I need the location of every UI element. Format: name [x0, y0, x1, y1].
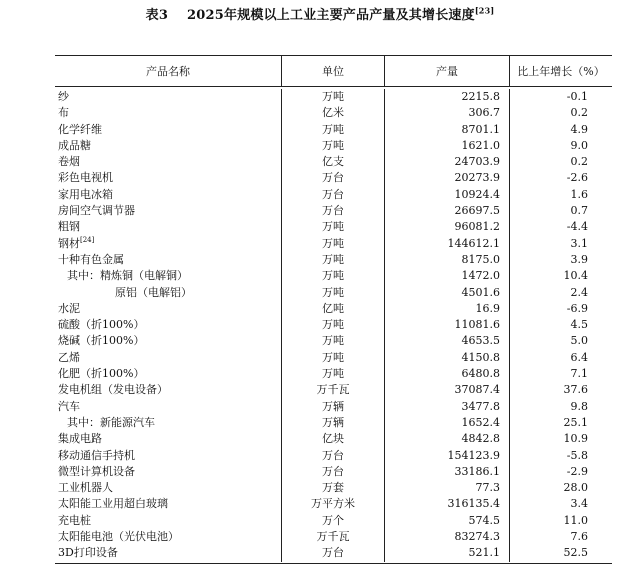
output-cell: [384, 138, 509, 154]
table-row: [55, 366, 612, 382]
unit-cell-text: 万吨: [322, 318, 344, 332]
unit-cell-text: 万吨: [322, 252, 344, 266]
growth-cell: [509, 89, 612, 105]
product-name-cell-text: 水泥: [58, 301, 80, 315]
growth-cell: [509, 382, 612, 398]
product-name-cell: [55, 333, 281, 349]
product-name-cell: [55, 105, 281, 121]
unit-cell: [281, 301, 384, 317]
table-row: [55, 545, 612, 561]
growth-cell: [509, 399, 612, 415]
growth-cell-text: -2.9: [566, 464, 588, 478]
growth-cell-text: 9.8: [570, 399, 588, 413]
product-name-cell: [55, 431, 281, 447]
unit-cell: [281, 529, 384, 545]
growth-cell-text: -4.4: [566, 220, 588, 234]
growth-cell-text: 52.5: [563, 546, 588, 560]
table-row: [55, 89, 612, 105]
product-name-cell-text: 烧碱（折100%）: [58, 334, 145, 348]
growth-cell: [509, 301, 612, 317]
output-cell-text: 1652.4: [461, 415, 500, 429]
unit-cell-text: 万吨: [322, 367, 344, 381]
unit-cell-text: 万套: [322, 481, 344, 495]
table-title-text: 2025年规模以上工业主要产品产量及其增长速度: [187, 8, 475, 23]
product-name-cell-text: 太阳能电池（光伏电池）: [58, 530, 179, 544]
output-cell-text: 11081.6: [454, 318, 500, 332]
output-cell-text: 37087.4: [454, 383, 500, 397]
output-cell: [384, 333, 509, 349]
growth-cell-text: 6.4: [570, 350, 588, 364]
output-cell-text: 4653.5: [461, 334, 500, 348]
unit-cell: [281, 170, 384, 186]
growth-cell: [509, 219, 612, 235]
unit-cell: [281, 203, 384, 219]
product-name-cell-text: 其中：新能源汽车: [67, 415, 155, 429]
growth-cell: [509, 480, 612, 496]
product-name-cell: [55, 89, 281, 105]
unit-cell-text: 万平方米: [311, 497, 355, 511]
output-cell-text: 83274.3: [454, 530, 500, 544]
unit-cell-text: 万个: [322, 513, 344, 527]
growth-cell: [509, 236, 612, 252]
unit-cell-text: 亿米: [322, 106, 344, 120]
output-cell: [384, 219, 509, 235]
output-cell-text: 8701.1: [461, 122, 500, 136]
unit-cell-text: 万吨: [322, 334, 344, 348]
unit-cell-text: 万辆: [322, 415, 344, 429]
product-name-cell: [55, 252, 281, 268]
output-cell: [384, 301, 509, 317]
output-cell: [384, 529, 509, 545]
output-cell-text: 6480.8: [461, 367, 500, 381]
output-cell-text: 1621.0: [461, 138, 500, 152]
table-row: [55, 154, 612, 170]
output-cell: [384, 464, 509, 480]
unit-cell: [281, 236, 384, 252]
table-row: [55, 105, 612, 121]
output-cell: [384, 170, 509, 186]
growth-cell-text: -5.8: [566, 448, 588, 462]
unit-cell: [281, 187, 384, 203]
table-row: [55, 187, 612, 203]
unit-cell: [281, 480, 384, 496]
product-name-cell: [55, 496, 281, 512]
growth-cell-text: 9.0: [570, 138, 588, 152]
growth-cell: [509, 122, 612, 138]
growth-cell: [509, 154, 612, 170]
table-row: [55, 236, 612, 252]
table-row: [55, 252, 612, 268]
production-table: [55, 55, 612, 564]
output-cell: [384, 415, 509, 431]
table-row: [55, 399, 612, 415]
table-row: [55, 350, 612, 366]
growth-cell-text: -6.9: [566, 301, 588, 315]
growth-cell-text: 2.4: [570, 285, 588, 299]
table-row: [55, 170, 612, 186]
output-cell: [384, 236, 509, 252]
unit-cell-text: 万吨: [322, 350, 344, 364]
growth-cell-text: 28.0: [563, 481, 588, 495]
unit-cell: [281, 431, 384, 447]
product-name-cell: [55, 464, 281, 480]
product-name-cell: [55, 122, 281, 138]
row-footnote: [24]: [80, 235, 95, 244]
product-name-cell-text: 原铝（电解铝）: [115, 285, 192, 299]
unit-cell-text: 万吨: [322, 220, 344, 234]
growth-cell: [509, 252, 612, 268]
table-row: [55, 268, 612, 284]
table-row: [55, 333, 612, 349]
growth-cell: [509, 415, 612, 431]
output-cell: [384, 431, 509, 447]
table-row: [55, 480, 612, 496]
output-cell: [384, 496, 509, 512]
product-name-cell-text: 集成电路: [58, 432, 102, 446]
unit-cell: [281, 154, 384, 170]
growth-cell-text: 0.7: [570, 204, 588, 218]
output-cell-text: 316135.4: [447, 497, 500, 511]
product-name-cell: [55, 350, 281, 366]
output-cell: [384, 105, 509, 121]
product-name-cell: [55, 415, 281, 431]
growth-cell-text: 3.1: [570, 236, 588, 250]
output-cell: [384, 317, 509, 333]
output-cell-text: 4501.6: [461, 285, 500, 299]
product-name-cell-text: 钢材: [58, 236, 80, 250]
growth-cell: [509, 464, 612, 480]
product-name-cell-text: 化肥（折100%）: [58, 367, 145, 381]
growth-cell: [509, 138, 612, 154]
product-name-cell-text: 粗钢: [58, 220, 80, 234]
product-name-cell: [55, 285, 281, 301]
output-cell-text: 77.3: [475, 481, 500, 495]
title-footnote: [23]: [474, 5, 495, 16]
output-cell: [384, 350, 509, 366]
output-cell-text: 306.7: [468, 106, 500, 120]
growth-cell-text: 7.6: [570, 530, 588, 544]
output-cell-text: 3477.8: [461, 399, 500, 413]
table-row: [55, 203, 612, 219]
output-cell-text: 26697.5: [454, 204, 500, 218]
product-name-cell: [55, 138, 281, 154]
output-cell: [384, 366, 509, 382]
output-cell-text: 20273.9: [454, 171, 500, 185]
growth-cell-text: 0.2: [570, 155, 588, 169]
product-name-cell-text: 彩色电视机: [58, 171, 113, 185]
growth-cell: [509, 496, 612, 512]
output-cell-text: 4842.8: [461, 432, 500, 446]
table-row: [55, 513, 612, 529]
unit-cell: [281, 382, 384, 398]
output-cell-text: 16.9: [475, 301, 500, 315]
unit-cell-text: 亿吨: [322, 301, 344, 315]
unit-cell-text: 万台: [322, 448, 344, 462]
product-name-cell-text: 硫酸（折100%）: [58, 318, 145, 332]
unit-cell: [281, 496, 384, 512]
unit-cell: [281, 219, 384, 235]
unit-cell: [281, 399, 384, 415]
growth-cell: [509, 448, 612, 464]
unit-cell: [281, 285, 384, 301]
product-name-cell-text: 汽车: [58, 399, 80, 413]
product-name-cell: [55, 203, 281, 219]
output-cell-text: 144612.1: [447, 236, 500, 250]
unit-cell-text: 万吨: [322, 236, 344, 250]
growth-cell-text: 7.1: [570, 367, 588, 381]
growth-cell: [509, 170, 612, 186]
output-cell-text: 8175.0: [461, 252, 500, 266]
unit-cell-text: 万台: [322, 187, 344, 201]
output-cell: [384, 203, 509, 219]
unit-cell-text: 万吨: [322, 122, 344, 136]
output-cell-text: 96081.2: [454, 220, 500, 234]
table-row: [55, 529, 612, 545]
unit-cell: [281, 252, 384, 268]
growth-cell-text: 25.1: [563, 415, 588, 429]
unit-cell-text: 万吨: [322, 285, 344, 299]
unit-cell: [281, 448, 384, 464]
output-cell-text: 574.5: [468, 513, 500, 527]
product-name-cell-text: 发电机组（发电设备）: [58, 383, 168, 397]
table-row: [55, 431, 612, 447]
product-name-cell-text: 纱: [58, 90, 69, 103]
growth-cell-text: 11.0: [563, 513, 588, 527]
product-name-cell: [55, 268, 281, 284]
product-name-cell: [55, 399, 281, 415]
table-row: [55, 496, 612, 512]
table-row: [55, 219, 612, 235]
product-name-cell: [55, 448, 281, 464]
product-name-cell: [55, 301, 281, 317]
header-product-name: 产品名称: [146, 65, 190, 78]
growth-cell-text: 3.9: [570, 252, 588, 266]
unit-cell-text: 万吨: [322, 138, 344, 152]
unit-cell-text: 亿块: [322, 432, 344, 446]
unit-cell-text: 万千瓦: [316, 530, 350, 544]
growth-cell-text: 37.6: [563, 383, 588, 397]
growth-cell: [509, 105, 612, 121]
product-name-cell: [55, 219, 281, 235]
product-name-cell: [55, 513, 281, 529]
product-name-cell-text: 化学纤维: [58, 122, 102, 136]
growth-cell: [509, 187, 612, 203]
unit-cell: [281, 317, 384, 333]
growth-cell: [509, 333, 612, 349]
growth-cell-text: -2.6: [566, 171, 588, 185]
growth-cell-text: 3.4: [570, 497, 588, 511]
table-body: [55, 89, 612, 563]
output-cell-text: 4150.8: [461, 350, 500, 364]
output-cell: [384, 122, 509, 138]
output-cell: [384, 154, 509, 170]
product-name-cell: [55, 236, 281, 252]
product-name-cell-text: 十种有色金属: [58, 252, 124, 266]
growth-cell: [509, 203, 612, 219]
table-header: [55, 56, 612, 87]
table-row: [55, 138, 612, 154]
growth-cell: [509, 285, 612, 301]
unit-cell-text: 万台: [322, 204, 344, 218]
unit-cell-text: 亿支: [322, 155, 344, 169]
table-row: [55, 415, 612, 431]
product-name-cell-text: 移动通信手持机: [58, 448, 135, 462]
header-output: 产量: [384, 56, 509, 86]
growth-cell-text: 10.9: [563, 432, 588, 446]
product-name-cell-text: 布: [58, 106, 69, 120]
output-cell: [384, 285, 509, 301]
growth-cell: [509, 513, 612, 529]
product-name-cell-text: 3D打印设备: [58, 546, 118, 560]
output-cell: [384, 513, 509, 529]
product-name-cell: [55, 529, 281, 545]
output-cell: [384, 89, 509, 105]
product-name-cell-text: 太阳能工业用超白玻璃: [58, 497, 168, 511]
unit-cell: [281, 545, 384, 561]
product-name-cell: [55, 366, 281, 382]
unit-cell: [281, 89, 384, 105]
output-cell-text: 154123.9: [447, 448, 500, 462]
product-name-cell-text: 其中：精炼铜（电解铜）: [67, 269, 188, 283]
table-number: 表3: [145, 8, 169, 23]
header-unit: 单位: [281, 56, 384, 86]
output-cell-text: 24703.9: [454, 155, 500, 169]
table-row: [55, 122, 612, 138]
output-cell-text: 2215.8: [461, 90, 500, 103]
product-name-cell: [55, 545, 281, 561]
growth-cell: [509, 366, 612, 382]
unit-cell-text: 万台: [322, 464, 344, 478]
output-cell: [384, 448, 509, 464]
output-cell-text: 521.1: [468, 546, 500, 560]
product-name-cell: [55, 480, 281, 496]
product-name-cell-text: 充电桩: [58, 513, 91, 527]
product-name-cell-text: 微型计算机设备: [58, 464, 135, 478]
output-cell: [384, 252, 509, 268]
growth-cell: [509, 545, 612, 561]
output-cell-text: 1472.0: [461, 269, 500, 283]
growth-cell-text: 4.5: [570, 318, 588, 332]
table-row: [55, 285, 612, 301]
output-cell-text: 33186.1: [454, 464, 500, 478]
unit-cell: [281, 513, 384, 529]
output-cell-text: 10924.4: [454, 187, 500, 201]
growth-cell-text: -0.1: [566, 90, 588, 103]
growth-cell: [509, 350, 612, 366]
header-growth: 比上年增长（%）: [509, 56, 612, 86]
unit-cell: [281, 122, 384, 138]
growth-cell-text: 4.9: [570, 122, 588, 136]
table-row: [55, 464, 612, 480]
unit-cell: [281, 105, 384, 121]
growth-cell-text: 10.4: [563, 269, 588, 283]
product-name-cell-text: 家用电冰箱: [58, 187, 113, 201]
unit-cell-text: 万台: [322, 171, 344, 185]
output-cell: [384, 545, 509, 561]
product-name-cell: [55, 187, 281, 203]
growth-cell-text: 0.2: [570, 106, 588, 120]
product-name-cell: [55, 317, 281, 333]
output-cell: [384, 268, 509, 284]
growth-cell-text: 5.0: [570, 334, 588, 348]
table-title: [0, 4, 640, 23]
unit-cell: [281, 333, 384, 349]
product-name-cell-text: 成品糖: [58, 138, 91, 152]
unit-cell: [281, 366, 384, 382]
unit-cell: [281, 464, 384, 480]
growth-cell: [509, 268, 612, 284]
table-row: [55, 448, 612, 464]
output-cell: [384, 480, 509, 496]
unit-cell: [281, 268, 384, 284]
unit-cell-text: 万台: [322, 546, 344, 560]
product-name-cell-text: 房间空气调节器: [58, 204, 135, 218]
growth-cell: [509, 529, 612, 545]
unit-cell: [281, 350, 384, 366]
growth-cell-text: 1.6: [570, 187, 588, 201]
output-cell: [384, 187, 509, 203]
product-name-cell-text: 乙烯: [58, 350, 80, 364]
unit-cell-text: 万辆: [322, 399, 344, 413]
table-row: [55, 317, 612, 333]
growth-cell: [509, 431, 612, 447]
product-name-cell-text: 卷烟: [58, 155, 80, 169]
product-name-cell-text: 工业机器人: [58, 481, 113, 495]
product-name-cell: [55, 154, 281, 170]
unit-cell-text: 万吨: [322, 90, 344, 103]
output-cell: [384, 382, 509, 398]
unit-cell-text: 万吨: [322, 269, 344, 283]
table-row: [55, 301, 612, 317]
product-name-cell: [55, 170, 281, 186]
product-name-cell: [55, 382, 281, 398]
growth-cell: [509, 317, 612, 333]
unit-cell-text: 万千瓦: [316, 383, 350, 397]
table-row: [55, 382, 612, 398]
unit-cell: [281, 138, 384, 154]
unit-cell: [281, 415, 384, 431]
output-cell: [384, 399, 509, 415]
